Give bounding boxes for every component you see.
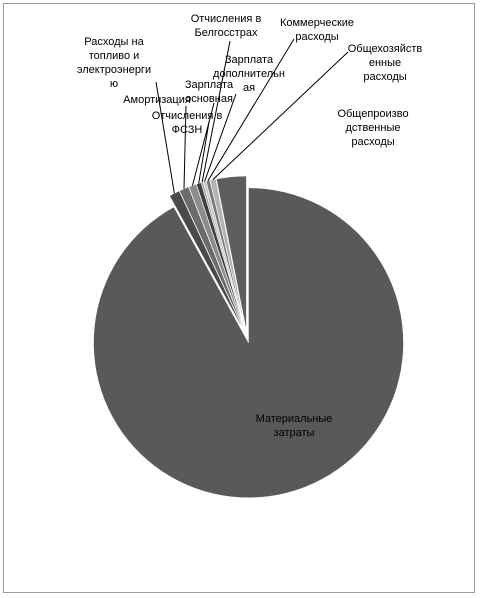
slice-label-7: Зарплата дополнительн ая — [213, 54, 285, 94]
slice-label-1: Материальные затраты — [255, 413, 333, 439]
slice-label-8: Коммерческие расходы — [279, 17, 355, 43]
slice-label-2: Расходы на топливо и электроэнерги ю — [76, 36, 152, 90]
leader-line-7 — [205, 94, 236, 182]
slice-label-3: Амортизация — [123, 94, 191, 106]
pie-chart — [4, 4, 476, 594]
chart-frame — [3, 3, 475, 593]
slice-label-6: Отчисления в Белгосстрах — [190, 13, 262, 39]
slice-label-4: Зарплата основная — [184, 79, 234, 105]
slice-label-10: Общепроизво дственные расходы — [337, 108, 409, 148]
slice-label-9: Общехозяйств енные расходы — [347, 43, 423, 83]
pie-slice-1 — [93, 188, 403, 498]
slice-label-5: Отчисления в ФСЗН — [151, 110, 223, 136]
pie-slices — [93, 176, 403, 498]
